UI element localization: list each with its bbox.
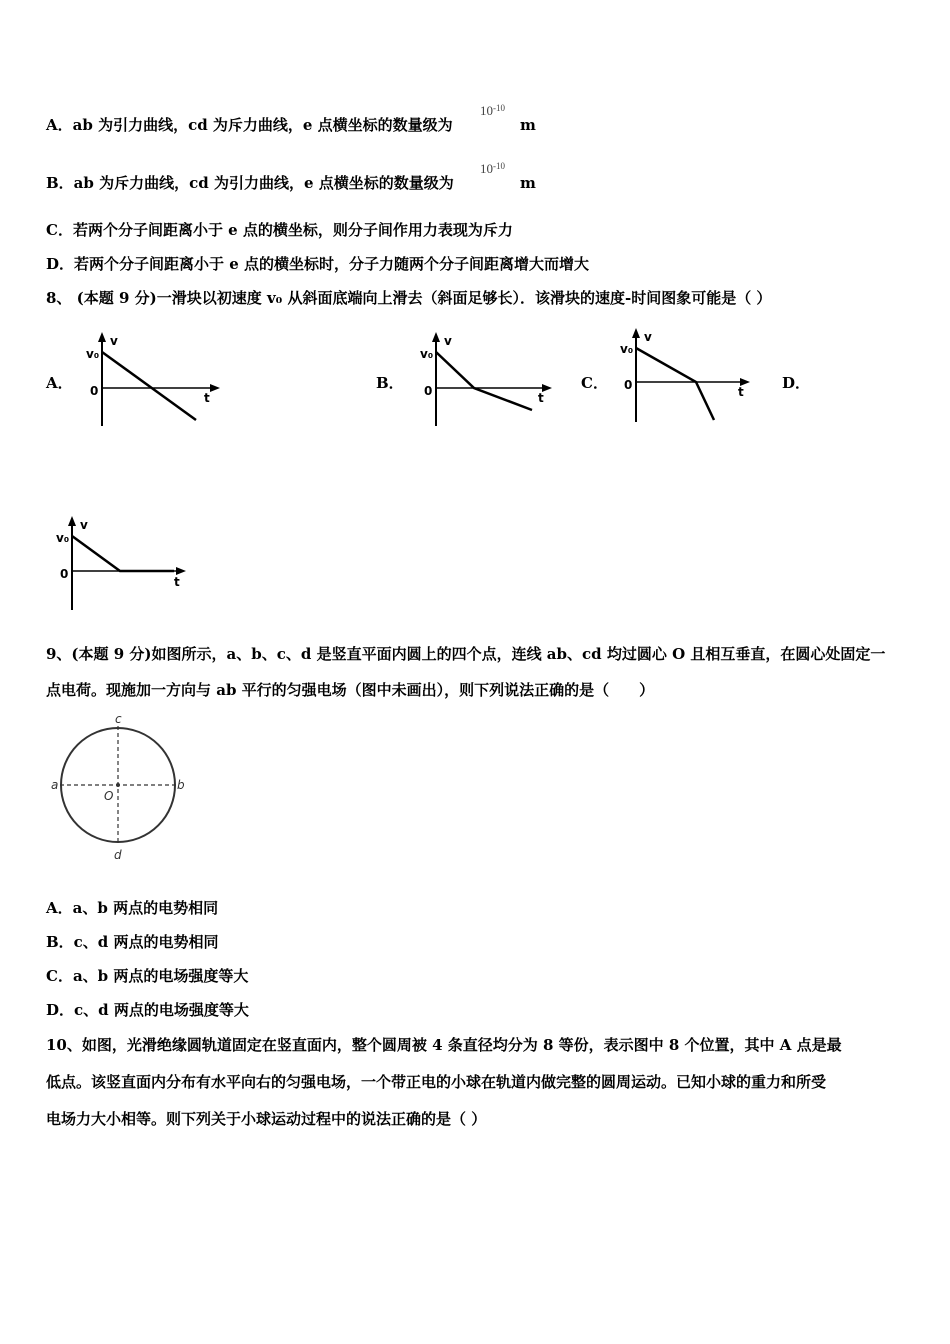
axis-t-label: t [204, 391, 210, 405]
axis-v-label: v [644, 330, 652, 344]
q7-unit-b: m [520, 174, 536, 192]
q9-option-c: C．a、b 两点的电场强度等大 [46, 967, 249, 985]
power-exp: -10 [493, 103, 505, 113]
q8-label-d: D． [782, 374, 811, 392]
v0-label: v₀ [86, 347, 100, 361]
q9-circle-figure [46, 710, 196, 866]
axis-v-label: v [110, 334, 118, 348]
vt-graph-b [418, 330, 563, 430]
q7-power-b [480, 161, 505, 177]
vt-graph-d [54, 514, 199, 614]
q9-option-d: D．c、d 两点的电场强度等大 [46, 1001, 249, 1019]
point-b-label: b [177, 778, 185, 792]
q7-option-b-text: B．ab 为斥力曲线，cd 为引力曲线，e 点横坐标的数量级为 [46, 174, 454, 192]
q8-label-b: B． [376, 374, 404, 392]
v0-label: v₀ [56, 531, 70, 545]
power-base: 10 [480, 161, 493, 176]
vt-graph-a [84, 330, 229, 430]
v0-label: v₀ [620, 342, 634, 356]
point-d-label: d [114, 848, 122, 862]
q7-option-d: D．若两个分子间距离小于 e 点的横坐标时，分子力随两个分子间距离增大而增大 [46, 255, 589, 273]
q10-line1: 10、如图，光滑绝缘圆轨道固定在竖直面内，整个圆周被 4 条直径均分为 8 等份，表示图中 8 个位置，其中 A 点是最 [46, 1036, 842, 1054]
zero-label: 0 [424, 384, 433, 398]
zero-label: 0 [624, 378, 633, 392]
point-a-label: a [51, 778, 59, 792]
q9-stem-line2: 点电荷。现施加一方向与 ab 平行的匀强电场（图中未画出），则下列说法正确的是（ ） [46, 681, 655, 699]
axis-v-label: v [444, 334, 452, 348]
point-c-label: c [115, 712, 122, 726]
power-base: 10 [480, 103, 493, 118]
q7-option-a [46, 115, 453, 135]
axis-t-label: t [538, 391, 544, 405]
q8-label-a: A． [46, 374, 73, 392]
axis-v-label: v [80, 518, 88, 532]
q7-option-a-text: A．ab 为引力曲线，cd 为斥力曲线，e 点横坐标的数量级为 [46, 116, 453, 134]
q9-option-b: B．c、d 两点的电势相同 [46, 933, 219, 951]
q7-option-c: C．若两个分子间距离小于 e 点的横坐标，则分子间作用力表现为斥力 [46, 221, 513, 239]
axis-t-label: t [174, 575, 180, 589]
q7-option-b [46, 173, 454, 193]
q9-stem-line1: 9、(本题 9 分)如图所示，a、b、c、d 是竖直平面内圆上的四个点，连线 ab、cd 均过圆心 O 且相互垂直，在圆心处固定一 [46, 645, 886, 663]
axis-t-label: t [738, 385, 744, 399]
q10-line2: 低点。该竖直面内分布有水平向右的匀强电场，一个带正电的小球在轨道内做完整的圆周运动。已知小球的重力和所受 [46, 1073, 827, 1091]
q9-option-a: A．a、b 两点的电势相同 [46, 899, 219, 917]
center-o-label: O [104, 789, 114, 803]
zero-label: 0 [90, 384, 99, 398]
zero-label: 0 [60, 567, 69, 581]
q8-label-c: C． [581, 374, 608, 392]
q8-stem: 8、 (本题 9 分)一滑块以初速度 v₀ 从斜面底端向上滑去（斜面足够长）．该滑块的速度-时间图象可能是（ ） [46, 289, 772, 307]
q7-unit-a: m [520, 116, 536, 134]
vt-graph-c [618, 326, 763, 426]
q7-power-a [480, 103, 505, 119]
power-exp: -10 [493, 161, 505, 171]
v0-label: v₀ [420, 347, 434, 361]
q10-line3: 电场力大小相等。则下列关于小球运动过程中的说法正确的是（ ） [46, 1110, 487, 1128]
